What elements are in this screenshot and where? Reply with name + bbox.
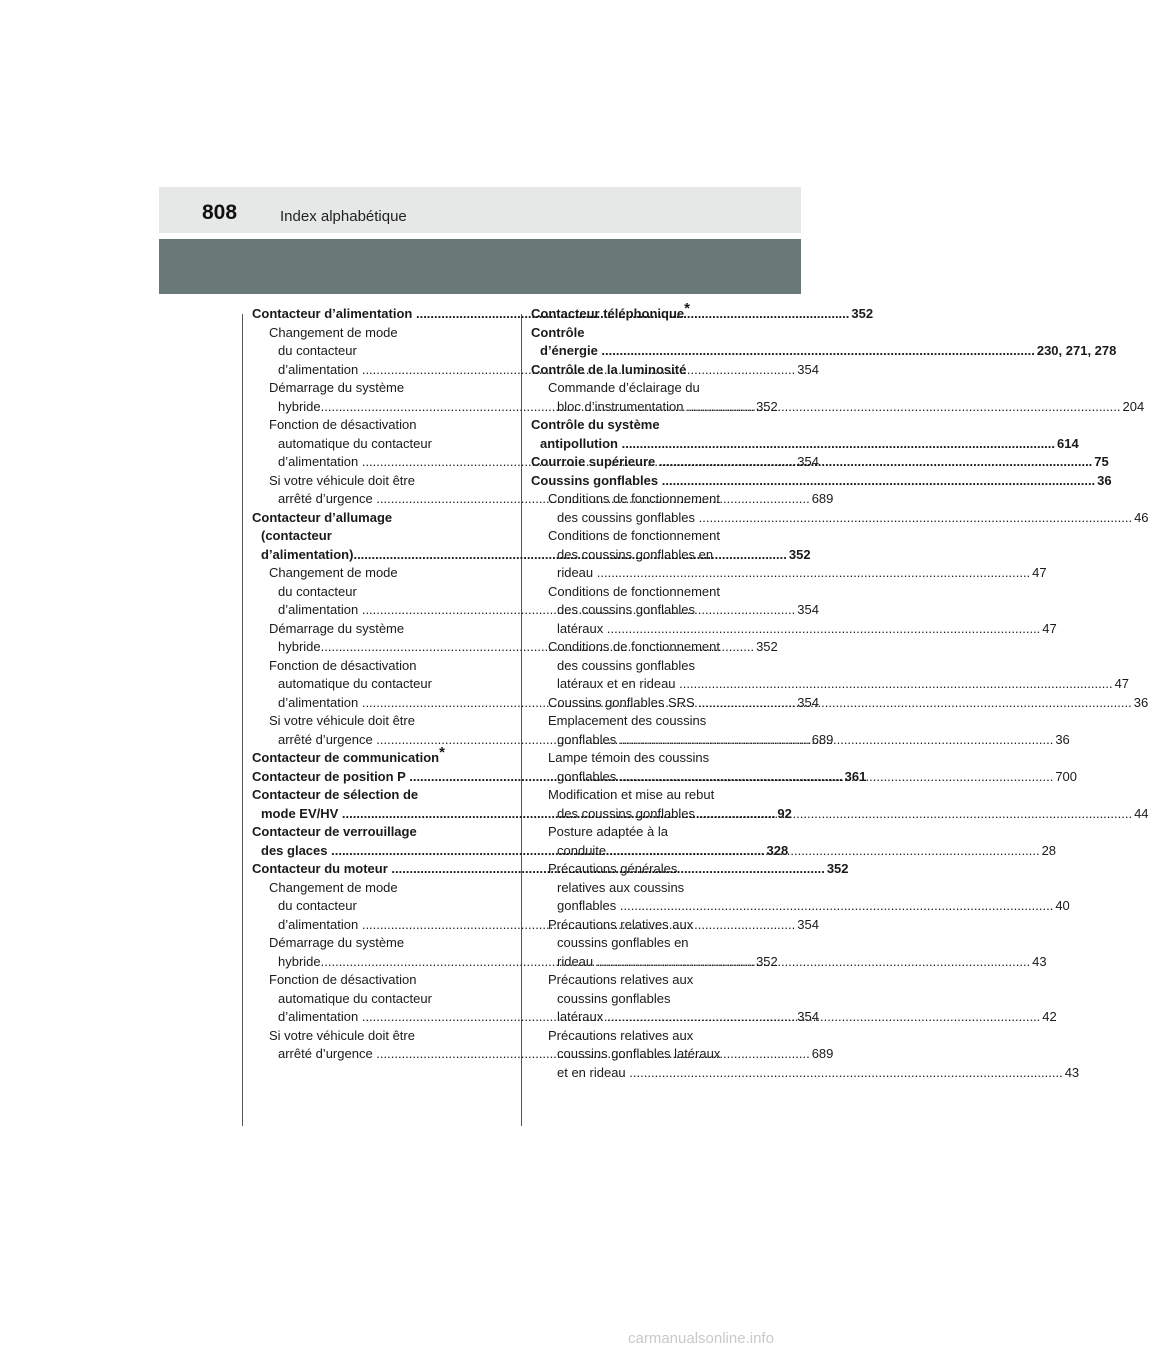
index-line: [548, 564, 1047, 583]
index-term: Contacteur d’alimentation: [252, 306, 416, 321]
index-line: [269, 583, 472, 602]
index-term: latéraux: [557, 1009, 607, 1024]
index-term: d’alimentation: [278, 361, 362, 377]
page-reference: 352: [756, 398, 778, 414]
dot-leader: [607, 1009, 1040, 1024]
index-term: Changement de mode: [269, 879, 398, 895]
index-entry: [531, 324, 1117, 361]
index-term: Précautions relatives aux: [548, 916, 694, 932]
index-term: des coussins gonflables: [557, 602, 696, 617]
index-term: Si votre véhicule doit être: [269, 713, 415, 728]
index-term: Contacteur d’allumage: [252, 509, 393, 525]
page-reference: 352: [788, 546, 811, 562]
index-term: Lampe témoin des coussins: [548, 750, 710, 765]
index-term: des coussins gonflables: [557, 657, 696, 673]
index-term: du contacteur: [278, 898, 357, 913]
index-term: et en rideau: [557, 1064, 630, 1080]
index-entry: [531, 361, 751, 380]
index-line: [548, 971, 751, 990]
index-term: latéraux et en rideau: [557, 676, 680, 691]
index-term: Contacteur de sélection de: [252, 787, 419, 802]
index-term: conduite: [557, 842, 607, 858]
index-term: Conditions de fonctionnement: [548, 491, 721, 506]
index-term: arrêté d’urgence: [278, 491, 377, 506]
index-line: [531, 324, 751, 343]
index-entry: [531, 416, 1079, 453]
page-reference: 354: [797, 916, 819, 932]
index-term: Contacteur de position P: [252, 768, 410, 784]
index-line: [531, 300, 751, 324]
index-term: latéraux: [557, 620, 607, 636]
dot-leader: [620, 898, 1053, 913]
index-line: [269, 324, 472, 343]
index-line: [269, 564, 472, 583]
index-term: Contacteur du moteur: [252, 861, 392, 876]
index-term: coussins gonflables en: [557, 935, 689, 950]
index-term: Changement de mode: [269, 324, 398, 340]
index-line: [269, 1027, 472, 1046]
index-line: [269, 342, 472, 361]
index-line: [269, 416, 472, 435]
index-term: antipollution: [540, 435, 622, 451]
index-term: mode EV/HV: [261, 805, 342, 821]
index-term: Précautions relatives aux: [548, 972, 694, 987]
index-line: [252, 823, 472, 842]
page-reference: 44: [1134, 805, 1149, 821]
index-line: [252, 786, 472, 805]
index-line: [531, 472, 1112, 491]
index-line: [531, 416, 751, 435]
footnote-asterisk: *: [684, 300, 690, 317]
index-line: [548, 657, 751, 676]
page-reference: 36: [1055, 731, 1070, 747]
index-line: [269, 934, 472, 953]
page-reference: 36: [1097, 472, 1112, 488]
page-reference: 204: [1122, 398, 1145, 414]
index-line: [548, 916, 751, 935]
index-line: [252, 527, 472, 546]
index-term: Emplacement des coussins: [548, 713, 707, 728]
index-term: rideau: [557, 953, 597, 969]
index-line: [548, 509, 1149, 528]
index-line: [548, 897, 1070, 916]
index-term: Commande d’éclairage du: [548, 380, 700, 395]
index-line: [548, 379, 751, 398]
dot-leader: [659, 454, 1092, 469]
page-reference: 40: [1055, 898, 1070, 913]
page-number: 808: [202, 201, 238, 224]
page-reference: 614: [1057, 435, 1079, 451]
index-term: Si votre véhicule doit être: [269, 472, 415, 488]
index-term: d’alimentation: [278, 916, 362, 932]
page-reference: 43: [1032, 953, 1047, 969]
page-reference: 352: [756, 953, 778, 969]
index-term: Fonction de désactivation: [269, 972, 417, 987]
index-line: [269, 675, 472, 694]
index-term: automatique du contacteur: [278, 435, 432, 451]
page-reference: 689: [811, 1046, 834, 1061]
page-reference: 354: [797, 454, 819, 469]
index-term: Contacteur téléphonique: [531, 306, 685, 321]
index-term: Si votre véhicule doit être: [269, 1027, 415, 1043]
index-line: [548, 823, 751, 842]
index-term: gonflables: [557, 731, 620, 747]
index-term: gonflables: [557, 898, 620, 913]
index-line: [269, 971, 472, 990]
page-reference: 28: [1041, 842, 1057, 858]
index-term: hybride: [278, 398, 321, 414]
index-line: [269, 472, 472, 491]
index-line: [531, 342, 1117, 361]
index-term: Démarrage du système: [269, 620, 405, 636]
page-title: Index alphabétique: [280, 208, 407, 225]
index-term: (contacteur: [261, 528, 332, 543]
index-line: [548, 601, 751, 620]
page-reference: 42: [1042, 1009, 1057, 1024]
index-term: Fonction de désactivation: [269, 657, 417, 673]
page-reference: 700: [1055, 768, 1078, 784]
index-line: [548, 527, 751, 546]
index-term: d’alimentation: [278, 1009, 362, 1024]
index-line: [548, 490, 751, 509]
page-reference: 689: [811, 491, 834, 506]
index-line: [269, 657, 472, 676]
index-entry: [531, 472, 1112, 491]
dot-leader: [622, 436, 1055, 451]
dot-leader: [620, 732, 1053, 747]
index-line: [531, 361, 751, 380]
page-reference: 354: [797, 361, 819, 377]
page-reference: 36: [1133, 694, 1149, 710]
header-band: [159, 239, 801, 294]
watermark: carmanualsonline.info: [628, 1330, 774, 1347]
index-term: Conditions de fonctionnement: [548, 528, 721, 543]
page-reference: 47: [1042, 620, 1057, 636]
index-term: Contacteur de communication: [252, 750, 440, 765]
index-line: [548, 990, 751, 1009]
index-line: [548, 638, 751, 657]
index-line: [548, 1064, 1080, 1083]
index-line: [269, 435, 472, 454]
index-line: [269, 712, 472, 731]
dot-leader: [699, 510, 1132, 525]
dot-leader: [620, 769, 1053, 784]
dot-leader: [629, 1065, 1062, 1080]
index-term: Conditions de fonctionnement: [548, 583, 721, 599]
index-term: coussins gonflables: [557, 990, 671, 1006]
index-line: [548, 786, 751, 805]
index-term: d’alimentation): [261, 546, 354, 562]
index-term: d’alimentation: [278, 694, 362, 710]
index-term: du contacteur: [278, 583, 357, 599]
index-entry: [252, 744, 472, 768]
page-header: [159, 187, 801, 233]
page-reference: 328: [766, 842, 789, 858]
page-reference: 352: [826, 861, 849, 876]
index-term: Modification et mise au rebut: [548, 787, 715, 802]
index-line: [252, 744, 472, 768]
page-reference: 47: [1114, 676, 1130, 691]
index-entry: [531, 300, 751, 324]
index-term: du contacteur: [278, 343, 357, 358]
dot-leader: [601, 343, 1034, 358]
index-term: Démarrage du système: [269, 380, 405, 395]
index-term: Démarrage du système: [269, 935, 405, 950]
index-term: Précautions générales: [548, 861, 678, 876]
index-term: hybride: [278, 953, 321, 969]
index-term: automatique du contacteur: [278, 990, 432, 1006]
index-line: [548, 546, 751, 565]
index-line: [548, 860, 751, 879]
index-term: relatives aux coussins: [557, 879, 685, 895]
index-term: bloc d’instrumentation: [557, 398, 688, 414]
index-line: [548, 1027, 751, 1046]
index-line: [548, 583, 751, 602]
index-term: coussins gonflables latéraux: [557, 1046, 721, 1061]
page-reference: 354: [797, 1009, 819, 1024]
dot-leader: [606, 843, 1039, 858]
index-line: [269, 990, 472, 1009]
page-reference: 230, 271, 278: [1036, 343, 1117, 358]
index-line: [269, 620, 472, 639]
dot-leader: [597, 954, 1030, 969]
page-reference: 352: [756, 639, 778, 654]
index-term: hybride: [278, 639, 321, 654]
index-line: [548, 934, 751, 953]
index-term: d’énergie: [540, 343, 602, 358]
index-term: d’alimentation: [278, 602, 362, 617]
index-term: arrêté d’urgence: [278, 731, 377, 747]
index-term: Coussins gonflables SRS: [548, 694, 699, 710]
page-reference: 689: [811, 731, 834, 747]
index-term: Changement de mode: [269, 565, 398, 580]
index-term: Conditions de fonctionnement: [548, 639, 721, 654]
index-term: d’alimentation: [278, 454, 362, 469]
dot-leader: [662, 473, 1095, 488]
dot-leader: [687, 399, 1120, 414]
index-term: Contacteur de verrouillage: [252, 824, 417, 839]
index-term: des coussins gonflables: [557, 509, 699, 525]
index-term: Contrôle de la luminosité: [531, 361, 687, 377]
index-term: arrêté d’urgence: [278, 1046, 377, 1061]
index-line: [548, 749, 751, 768]
index-line: [269, 379, 472, 398]
page-reference: 75: [1094, 454, 1109, 469]
index-term: Précautions relatives aux: [548, 1027, 694, 1043]
index-term: Fonction de désactivation: [269, 417, 417, 432]
index-term: rideau: [557, 565, 597, 580]
index-term: des coussins gonflables en: [557, 546, 714, 562]
index-line: [548, 879, 751, 898]
dot-leader: [679, 676, 1112, 691]
dot-leader: [698, 695, 1131, 710]
left-column-rule: [242, 314, 243, 1126]
footnote-asterisk: *: [439, 744, 445, 761]
index-line: [269, 879, 472, 898]
dot-leader: [597, 565, 1030, 580]
page-reference: 354: [797, 694, 819, 710]
index-term: Contrôle: [531, 324, 585, 340]
index-line: [252, 509, 472, 528]
page-reference: 92: [777, 805, 792, 821]
index-term: des coussins gonflables: [557, 805, 699, 821]
page-reference: 352: [851, 306, 874, 321]
index-term: Posture adaptée à la: [548, 824, 668, 839]
index-term: gonflables: [557, 768, 620, 784]
index-line: [548, 620, 1057, 639]
dot-leader: [699, 806, 1132, 821]
index-line: [548, 1045, 751, 1064]
page-reference: 43: [1064, 1064, 1080, 1080]
index-line: [531, 435, 1079, 454]
index-line: [548, 675, 1130, 694]
index-term: Coussins gonflables: [531, 472, 662, 488]
index-line: [269, 897, 472, 916]
page-reference: 361: [844, 768, 867, 784]
index-term: des glaces: [261, 842, 332, 858]
index-term: automatique du contacteur: [278, 676, 432, 691]
page-reference: 354: [797, 602, 819, 617]
index-term: Contrôle du système: [531, 417, 660, 432]
index-term: Courroie supérieure: [531, 454, 659, 469]
page-reference: 46: [1134, 509, 1149, 525]
middle-column-rule: [521, 314, 522, 1126]
index-line: [548, 712, 751, 731]
page-reference: 47: [1032, 565, 1047, 580]
dot-leader: [607, 621, 1040, 636]
